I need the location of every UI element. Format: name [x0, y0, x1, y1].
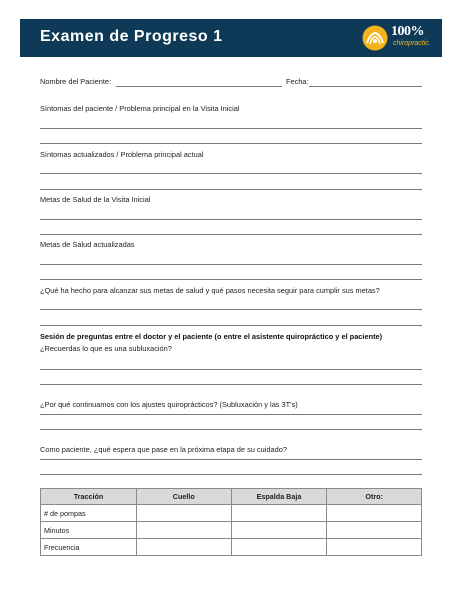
table-header-row — [41, 489, 422, 505]
question-initial-goals: Metas de Salud de la Visita Inicial — [40, 195, 151, 204]
question-next-stage: Como paciente, ¿qué espera que pase en la próxima etapa de su cuidado? — [40, 445, 287, 454]
table-row — [41, 505, 422, 522]
question-current-symptoms: Síntomas actualizados / Problema principal actual — [40, 150, 204, 159]
table-cell[interactable] — [231, 539, 327, 556]
table-cell[interactable] — [231, 505, 327, 522]
date-label: Fecha: — [286, 77, 309, 86]
answer-line[interactable] — [40, 264, 422, 265]
brand-logo — [360, 23, 440, 53]
question-initial-symptoms: Síntomas del paciente / Problema principal en la Visita Inicial — [40, 104, 240, 113]
col-header-espalda-baja: Espalda Baja — [231, 489, 327, 505]
row-label-pompas: # de pompas — [41, 505, 137, 522]
question-subluxation: ¿Recuerdas lo que es una subluxación? — [40, 344, 172, 353]
question-why-adjustments: ¿Por qué continuamos con los ajustes quiroprácticos? (Subluxación y las 3T's) — [40, 400, 298, 409]
logo-mark-icon — [362, 25, 388, 51]
row-label-frecuencia: Frecuencia — [41, 539, 137, 556]
col-header-cuello: Cuello — [136, 489, 231, 505]
answer-line[interactable] — [40, 414, 422, 415]
table-cell[interactable] — [231, 522, 327, 539]
section-heading: Sesión de preguntas entre el doctor y el paciente (o entre el asistente quiropráctico y el paciente) — [40, 332, 383, 341]
traction-table — [40, 488, 422, 556]
table-cell[interactable] — [136, 505, 231, 522]
answer-line[interactable] — [40, 189, 422, 190]
answer-line[interactable] — [40, 128, 422, 129]
patient-name-label: Nombre del Paciente: — [40, 77, 112, 86]
table-cell[interactable] — [327, 522, 422, 539]
col-header-otro: Otro: — [327, 489, 422, 505]
answer-line[interactable] — [40, 325, 422, 326]
answer-line[interactable] — [40, 474, 422, 475]
question-steps-to-goals: ¿Qué ha hecho para alcanzar sus metas de salud y qué pasos necesita seguir para cumplir sus metas? — [40, 286, 380, 295]
answer-line[interactable] — [40, 369, 422, 370]
row-label-minutos: Minutos — [41, 522, 137, 539]
col-header-traccion: Tracción — [41, 489, 137, 505]
answer-line[interactable] — [40, 234, 422, 235]
answer-line[interactable] — [40, 384, 422, 385]
table-cell[interactable] — [327, 505, 422, 522]
table-cell[interactable] — [136, 539, 231, 556]
answer-line[interactable] — [40, 173, 422, 174]
table-cell[interactable] — [327, 539, 422, 556]
answer-line[interactable] — [40, 143, 422, 144]
answer-line[interactable] — [40, 219, 422, 220]
answer-line[interactable] — [40, 429, 422, 430]
header-banner — [20, 19, 442, 57]
answer-line[interactable] — [40, 309, 422, 310]
logo-number: 100% — [391, 24, 424, 39]
answer-line[interactable] — [40, 459, 422, 460]
date-field[interactable] — [309, 86, 422, 87]
form-title: Examen de Progreso 1 — [40, 28, 223, 45]
patient-name-field[interactable] — [116, 86, 282, 87]
logo-subtitle: chiropractic. — [393, 40, 431, 47]
answer-line[interactable] — [40, 279, 422, 280]
table-row — [41, 522, 422, 539]
table-row — [41, 539, 422, 556]
table-cell[interactable] — [136, 522, 231, 539]
question-updated-goals: Metas de Salud actualizadas — [40, 240, 135, 249]
